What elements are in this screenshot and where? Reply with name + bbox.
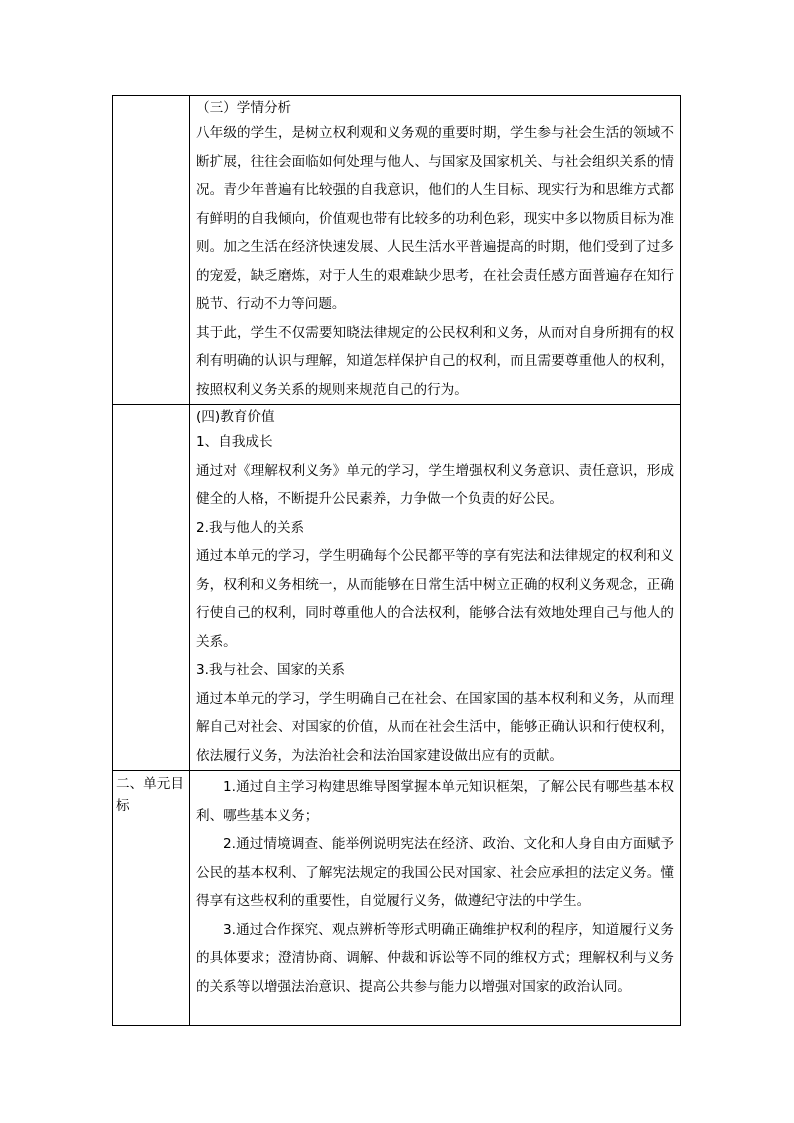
student-analysis-paragraph-2: 其于此，学生不仅需要知晓法律规定的公民权利和义务，从而对自身所拥有的权利有明确的认识与理解，知道怎样保护自己的权利，而且需要尊重他人的权利，按照权利义务关系的规则来规范自己的行为。 bbox=[196, 324, 674, 398]
unit-goals-cell bbox=[190, 771, 681, 1026]
value-item-title-2: 2.我与他人的关系 bbox=[196, 519, 305, 536]
educational-value-heading: (四)教育价值 bbox=[196, 409, 275, 425]
educational-value-cell bbox=[190, 405, 681, 771]
value-item-title-1: 1、自我成长 bbox=[196, 434, 273, 450]
value-item-text-2: 通过本单元的学习，学生明确每个公民都平等的享有宪法和法律规定的权利和义务，权利和义务相统一，从而能够在日常生活中树立正确的权利义务观念，正确行使自己的权利，同时尊重他人的合法权利，能够合法有效地处理自己与他人的关系。 bbox=[196, 548, 674, 650]
row-educational-value bbox=[113, 405, 681, 771]
goal-item-1: 1.通过自主学习构建思维导图掌握本单元知识框架，了解公民有哪些基本权利、哪些基本义务； bbox=[196, 779, 674, 824]
goal-item-2: 2.通过情境调查、能举例说明宪法在经济、政治、文化和人身自由方面赋予公民的基本权利、了解宪法规定的我国公民对国家、社会应承担的法定义务。懂得享有这些权利的重要性，自觉履行义务，做遵纪守法的中学生。 bbox=[196, 836, 674, 909]
student-analysis-cell bbox=[190, 96, 681, 405]
left-cell-empty-2 bbox=[113, 405, 190, 771]
goal-item-3: 3.通过合作探究、观点辨析等形式明确正确维护权利的程序，知道履行义务的具体要求；澄清协商、调解、仲裁和诉讼等不同的维权方式；理解权利与义务的关系等以增强法治意识、提高公共参与能力以增强对国家的政治认同。 bbox=[196, 921, 674, 995]
student-analysis-paragraph-1: 八年级的学生，是树立权利观和义务观的重要时期，学生参与社会生活的领域不断扩展，往往会面临如何处理与他人、与国家及国家机关、与社会组织关系的情况。青少年普遍有比较强的自我意识，他们的人生目标、现实行为和思维方式都有鲜明的自我倾向，价值观也带有比较多的功利色彩，现实中多以物质目标为准则。加之生活在经济快速发展、人民生活水平普遍提高的时期，他们受到了过多的宠爱，缺乏磨炼，对于人生的艰难缺少思考，在社会责任感方面普遍存在知行脱节、行动不力等问题。 bbox=[196, 125, 674, 312]
row-student-analysis bbox=[113, 96, 681, 405]
value-item-text-3: 通过本单元的学习，学生明确自己在社会、在国家国的基本权利和义务，从而理解自己对社会、对国家的价值，从而在社会生活中，能够正确认识和行使权利，依法履行义务，为法治社会和法治国家建设做出应有的贡献。 bbox=[196, 690, 674, 764]
left-cell-empty bbox=[113, 96, 190, 405]
value-item-text-1: 通过对《理解权利义务》单元的学习，学生增强权利义务意识、责任意识，形成健全的人格，不断提升公民素养，力争做一个负责的好公民。 bbox=[196, 462, 674, 507]
student-analysis-heading: （三）学情分析 bbox=[196, 100, 292, 116]
row-unit-goals bbox=[113, 771, 681, 1026]
document-table bbox=[112, 95, 681, 1026]
unit-goals-label-cell bbox=[113, 771, 190, 1026]
unit-goals-label: 二、单元目标 bbox=[116, 776, 184, 814]
value-item-title-3: 3.我与社会、国家的关系 bbox=[196, 662, 345, 678]
